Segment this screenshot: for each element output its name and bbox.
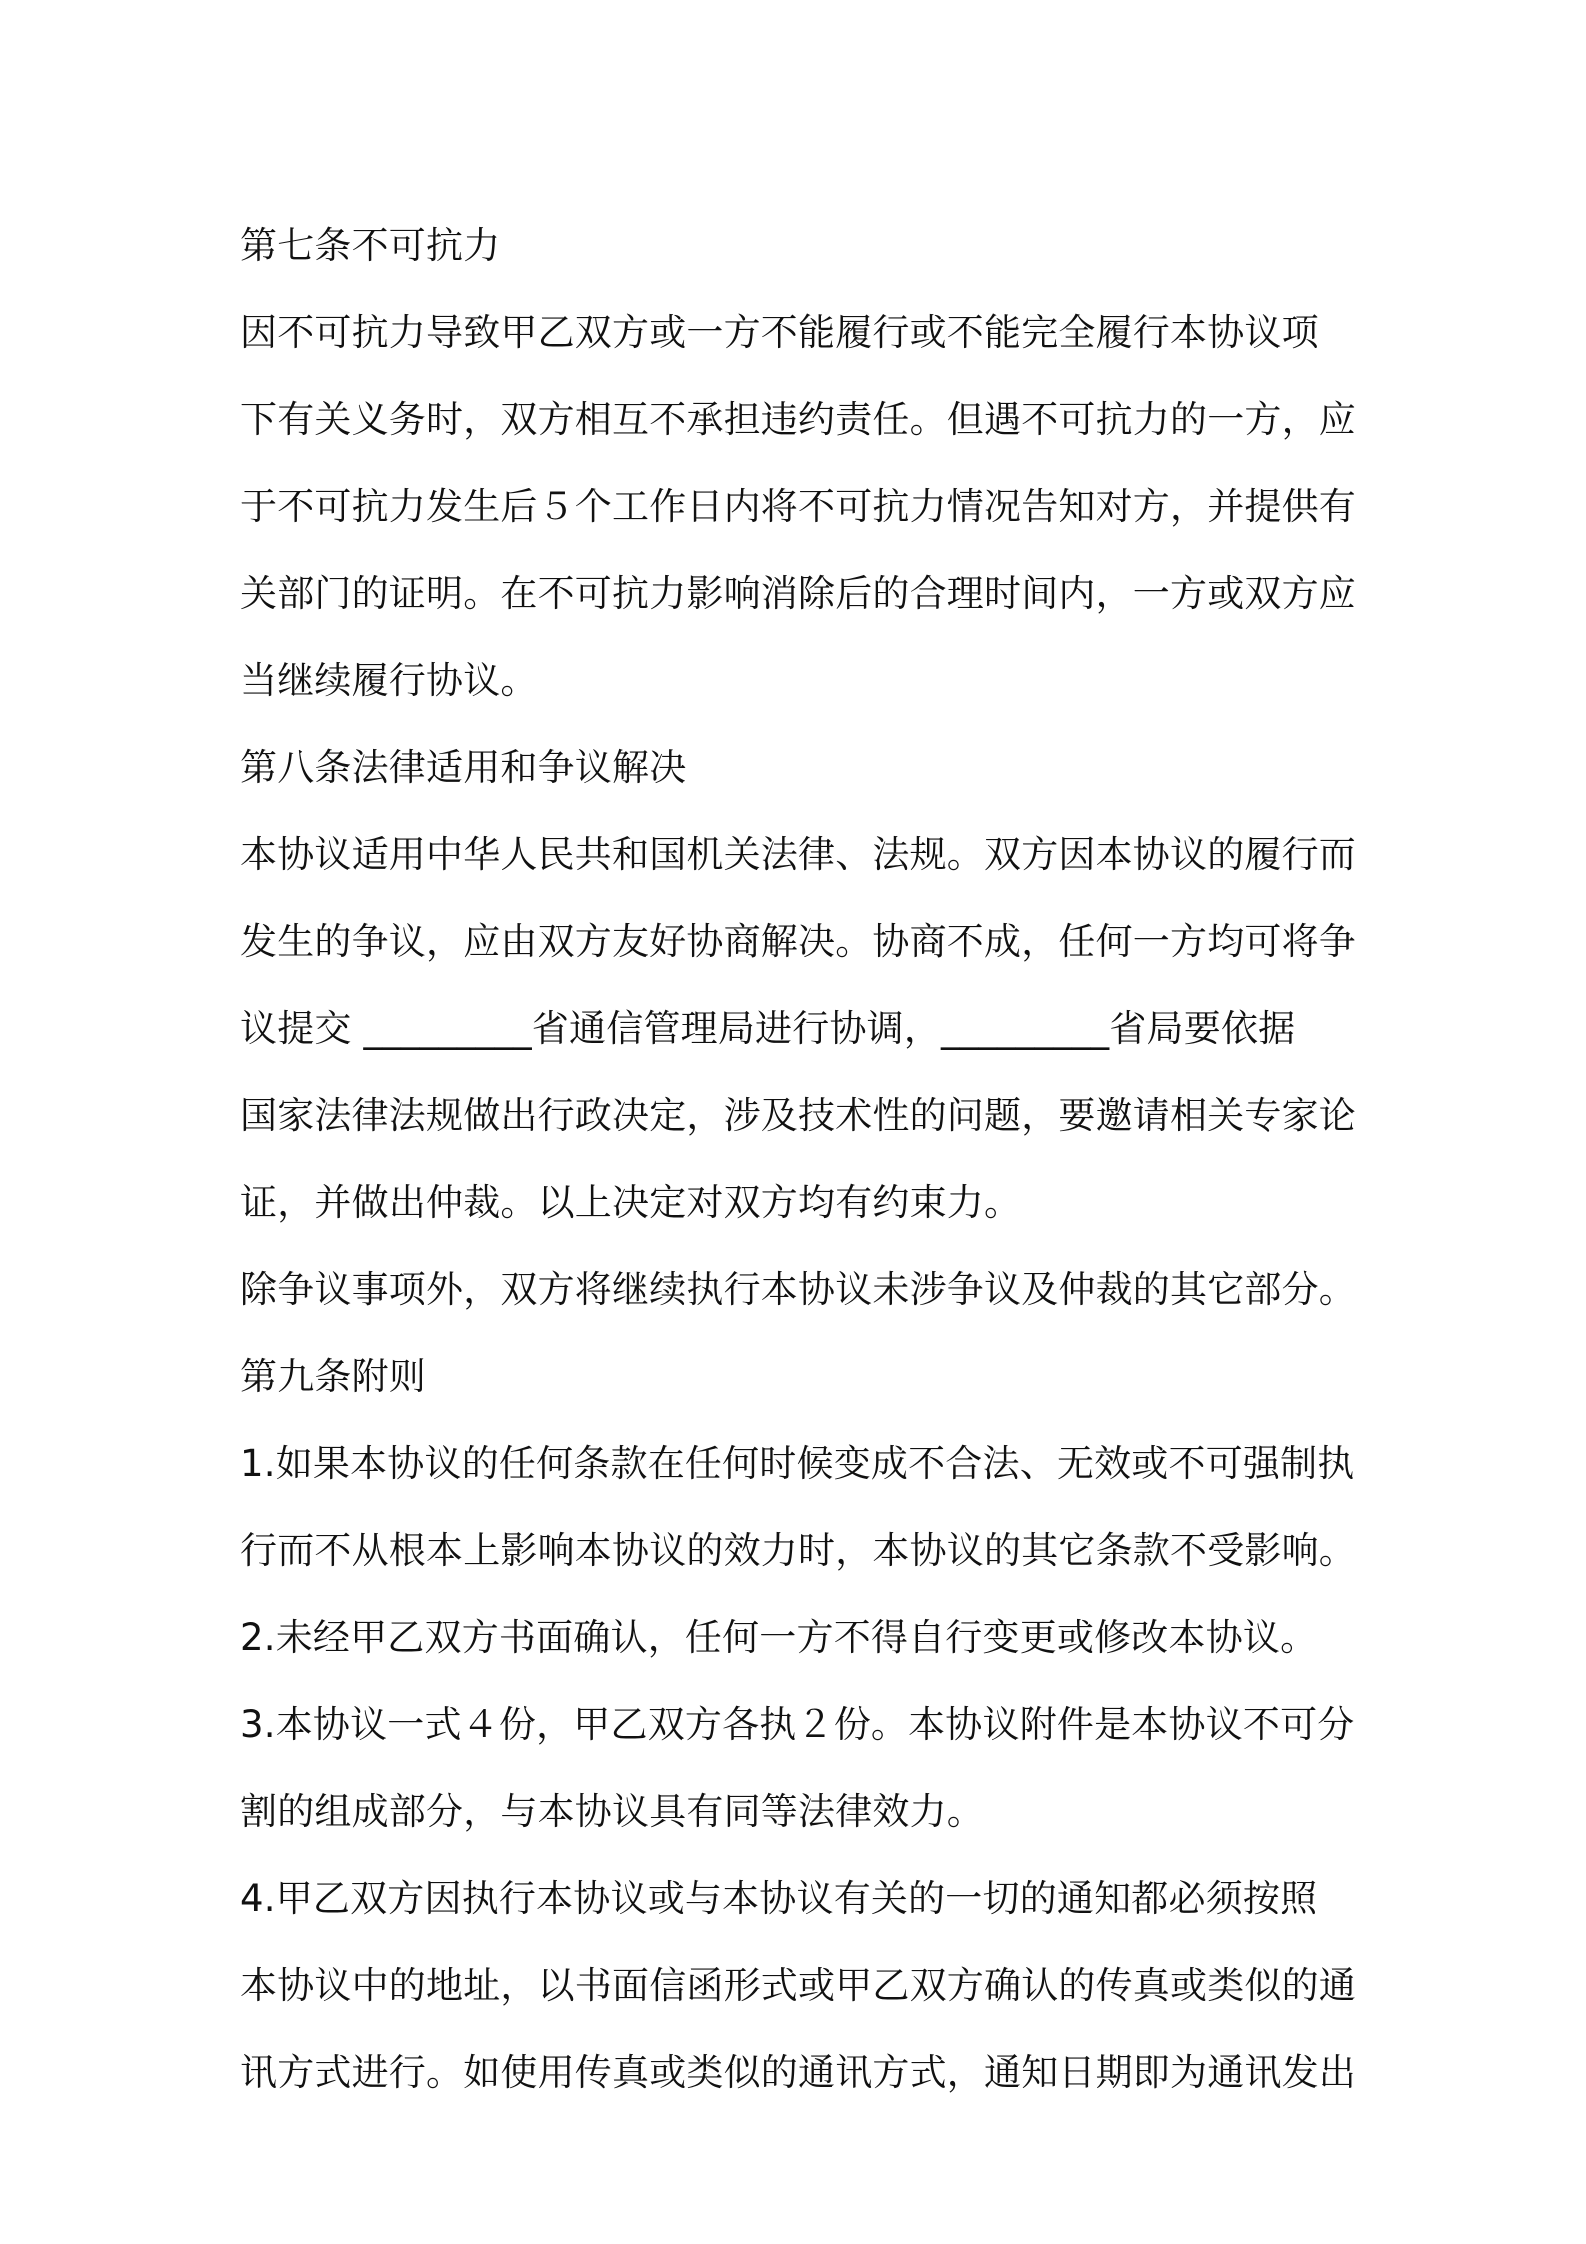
text-line: 1.如果本协议的任何条款在任何时候变成不合法、无效或不可强制执 — [240, 1442, 1355, 1485]
text-line: 下有关义务时，双方相互不承担违约责任。但遇不可抗力的一方，应 — [240, 398, 1356, 441]
article-9-heading: 第九条附则 — [240, 1355, 426, 1398]
document-body — [240, 202, 1356, 2116]
text-line: 4.甲乙双方因执行本协议或与本协议有关的一切的通知都必须按照 — [240, 1877, 1318, 1920]
text-line: 国家法律法规做出行政决定，涉及技术性的问题，要邀请相关专家论 — [240, 1094, 1356, 1137]
text-line: 割的组成部分，与本协议具有同等法律效力。 — [240, 1790, 984, 1833]
text-line: 讯方式进行。如使用传真或类似的通讯方式，通知日期即为通讯发出 — [240, 2051, 1356, 2094]
text-line: 行而不从根本上影响本协议的效力时，本协议的其它条款不受影响。 — [240, 1529, 1356, 1572]
text-line: 3.本协议一式４份，甲乙双方各执２份。本协议附件是本协议不可分 — [240, 1703, 1355, 1746]
text-line: 当继续履行协议。 — [240, 659, 538, 702]
text-line: 关部门的证明。在不可抗力影响消除后的合理时间内，一方或双方应 — [240, 572, 1356, 615]
article-7-heading: 第七条不可抗力 — [240, 224, 501, 267]
text-line: 本协议适用中华人民共和国机关法律、法规。双方因本协议的履行而 — [240, 833, 1356, 876]
text-line: 证，并做出仲裁。以上决定对双方均有约束力。 — [240, 1181, 1022, 1224]
text-line: 因不可抗力导致甲乙双方或一方不能履行或不能完全履行本协议项 — [240, 311, 1319, 354]
text-line: 2.未经甲乙双方书面确认，任何一方不得自行变更或修改本协议。 — [240, 1616, 1318, 1659]
text-line: 本协议中的地址，以书面信函形式或甲乙双方确认的传真或类似的通 — [240, 1964, 1356, 2007]
text-line: 于不可抗力发生后５个工作日内将不可抗力情况告知对方，并提供有 — [240, 485, 1356, 528]
text-line: 发生的争议，应由双方友好协商解决。协商不成，任何一方均可将争 — [240, 920, 1356, 963]
article-8-heading: 第八条法律适用和争议解决 — [240, 746, 687, 789]
text-line: 议提交 _________省通信管理局进行协调，_________省局要依据 — [240, 1007, 1296, 1050]
text-line: 除争议事项外，双方将继续执行本协议未涉争议及仲裁的其它部分。 — [240, 1268, 1356, 1311]
